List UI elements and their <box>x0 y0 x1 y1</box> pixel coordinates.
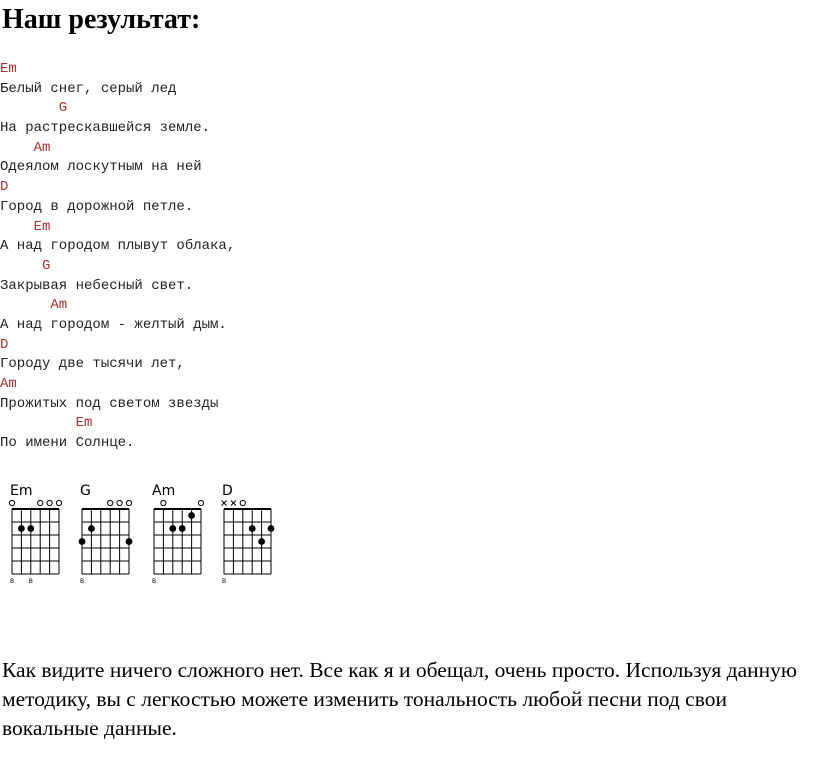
finger-dot <box>188 512 195 519</box>
finger-dot <box>18 525 25 532</box>
lyric-line: Прожитых под светом звезды <box>0 395 219 412</box>
chord-line: G <box>0 100 68 117</box>
chord-diagram-name: G <box>80 483 91 499</box>
lyric-line: Городу две тысячи лет, <box>0 356 185 373</box>
lyric-line: А над городом - желтый дым. <box>0 316 227 333</box>
chord-diagrams-svg <box>0 476 300 596</box>
open-string-mark <box>126 500 131 505</box>
finger-dot <box>249 525 256 532</box>
finger-dot <box>88 525 95 532</box>
chord-line: Em <box>0 218 51 235</box>
lyric-line: Город в дорожной петле. <box>0 198 194 215</box>
open-string-mark <box>198 500 203 505</box>
chord-diagram-bottom-mark: B <box>80 578 85 585</box>
finger-dot <box>179 525 186 532</box>
open-string-mark <box>161 500 166 505</box>
chord-line: D <box>0 179 9 196</box>
chord-diagram-bottom-mark: B <box>222 578 227 585</box>
lyric-line: Закрывая небесный свет. <box>0 277 194 294</box>
chord-line: Em <box>0 415 93 432</box>
chord-line: Am <box>0 297 68 314</box>
finger-dot <box>27 525 34 532</box>
open-string-mark <box>240 500 245 505</box>
chord-diagram-name: D <box>222 483 233 499</box>
lyric-line: А над городом плывут облака, <box>0 238 236 255</box>
finger-dot <box>79 538 86 545</box>
chord-line: Am <box>0 376 17 392</box>
chord-line: G <box>0 257 51 274</box>
lyric-line: По имени Солнце. <box>0 435 135 452</box>
finger-dot <box>268 525 275 532</box>
finger-dot <box>126 538 133 545</box>
chord-diagrams <box>0 476 300 596</box>
song-chords-and-lyrics <box>0 60 235 454</box>
open-string-mark <box>56 500 61 505</box>
chord-line: Em <box>0 61 17 77</box>
chord-diagram-bottom-mark: B <box>152 578 157 585</box>
finger-dot <box>169 525 176 532</box>
open-string-mark <box>47 500 52 505</box>
lyric-line: Одеялом лоскутным на ней <box>0 159 202 176</box>
open-string-mark <box>117 500 122 505</box>
chord-diagram-name: Am <box>152 483 176 499</box>
chord-diagram-bottom-mark: B <box>28 578 33 585</box>
chord-line: Am <box>0 139 51 156</box>
open-string-mark <box>38 500 43 505</box>
chord-line: D <box>0 336 9 353</box>
open-string-mark <box>9 500 14 505</box>
chord-diagram-bottom-mark: B <box>10 578 15 585</box>
chord-diagram-name: Em <box>10 483 33 499</box>
finger-dot <box>258 538 265 545</box>
open-string-mark <box>108 500 113 505</box>
lyric-line: Белый снег, серый лед <box>0 80 177 97</box>
lyric-line: На растрескавшейся земле. <box>0 120 211 137</box>
page-title: Наш результат: <box>2 4 201 35</box>
explanation-paragraph: Как видите ничего сложного нет. Все как я и обещал, очень просто. Используя данную методику, вы с легкостью можете изменить тональность любой песни под свои вокальные данные. <box>2 658 797 740</box>
